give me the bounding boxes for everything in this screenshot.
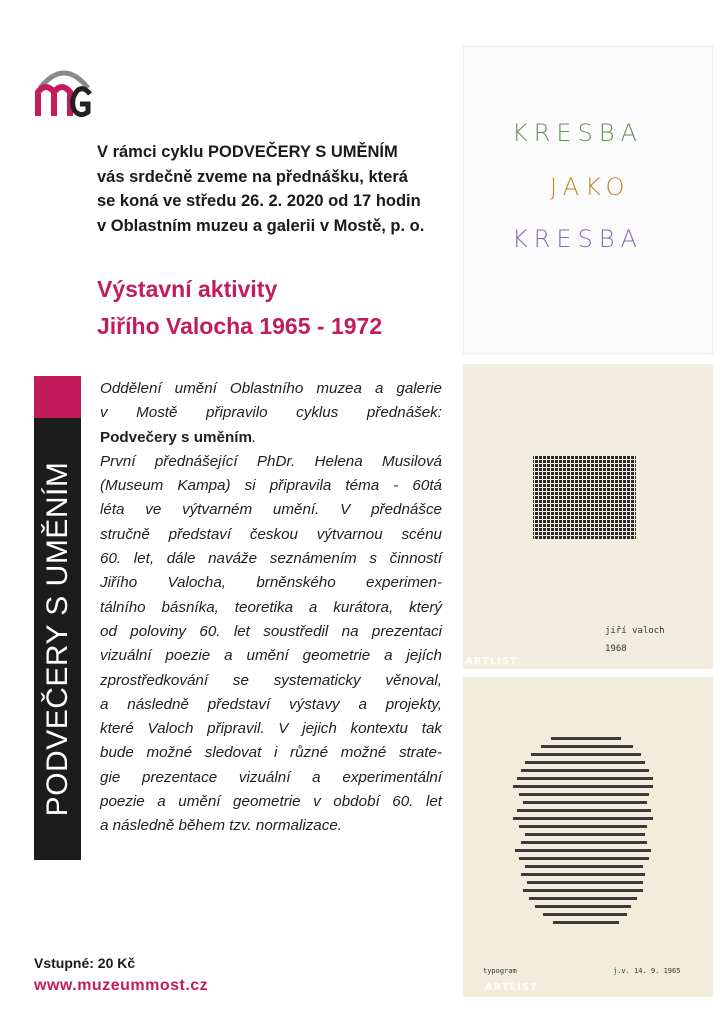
- artwork-caption-right: j.v. 14. 9. 1965: [613, 967, 681, 975]
- museum-logo: [34, 58, 94, 120]
- artlist-watermark: ARTLIST: [485, 982, 538, 993]
- series-band: [34, 418, 81, 860]
- intro-line: vás srdečně zveme na přednášku, která: [97, 167, 408, 186]
- band-accent: [34, 376, 81, 418]
- body-line: První přednášející PhDr. Helena Musilová: [100, 452, 442, 470]
- body-line: bude možné sledovat i různé možné strate-: [100, 744, 442, 762]
- artwork-caption-name: jiří valoch: [605, 626, 665, 636]
- artwork-caption-year: 1968: [605, 644, 627, 654]
- lecture-title-line2: Jiřího Valocha 1965 - 1972: [97, 313, 383, 339]
- body-line: tálního básníka, teoretika a kurátora, který: [100, 598, 442, 616]
- lecture-title-line1: Výstavní aktivity: [97, 276, 278, 302]
- artwork-text-line: KRESBA: [512, 225, 643, 253]
- entry-fee: Vstupné: 20 Kč: [34, 955, 136, 971]
- typewriter-square-icon: [463, 364, 713, 669]
- mg-logo-icon: [34, 58, 94, 120]
- body-line: stručně představí českou výtvarnou scénu: [100, 525, 442, 543]
- intro-text: [97, 140, 457, 238]
- series-band-label: PODVEČERY S UMĚNÍM: [40, 461, 74, 817]
- body-line: gie prezentace vizuální a experimentální: [100, 768, 442, 786]
- body-line: a následně během tzv. normalizace.: [100, 817, 343, 835]
- body-line: (Museum Kampa) si připravila téma - 60tá: [100, 477, 442, 495]
- series-period: .: [251, 428, 257, 446]
- body-line: léta ve výtvarném umění. V přednášce: [100, 501, 442, 519]
- lecture-title: [97, 271, 457, 345]
- intro-line: v Oblastním muzeu a galerii v Mostě, p. o.: [97, 216, 425, 235]
- body-line: poezie a umění geometrie v období 60. let: [100, 793, 442, 811]
- body-line: a následně představí výstavy a projekty,: [100, 695, 442, 713]
- body-line: 60. let, dále naváže seznámením s činností: [100, 550, 442, 568]
- body-line: [100, 426, 442, 450]
- series-name: Podvečery s uměním: [100, 428, 252, 446]
- typogram-pattern-icon: [463, 677, 713, 997]
- body-line: v Mostě připravilo cyklus přednášek:: [100, 404, 442, 422]
- artwork-text-line: JAKO: [550, 173, 631, 201]
- artlist-watermark: ARTLIST: [465, 656, 518, 667]
- body-line: zprostředkování se systematicky věnoval,: [100, 671, 442, 689]
- artwork-text-line: KRESBA: [512, 119, 643, 147]
- intro-line: V rámci cyklu PODVEČERY S UMĚNÍM: [97, 143, 398, 161]
- artwork-typogram-image: [463, 677, 713, 997]
- artwork-caption-left: typogram: [483, 967, 517, 975]
- body-line: vizuální poezie a umění geometrie a jejích: [100, 647, 442, 665]
- intro-line: se koná ve středu 26. 2. 2020 od 17 hodin: [97, 192, 421, 210]
- body-line: které Valoch připravil. V jejich kontextu tak: [100, 720, 442, 738]
- artwork-kresba-image: [463, 46, 713, 354]
- body-line: Oddělení umění Oblastního muzea a galerie: [100, 380, 442, 397]
- body-line: Jiřího Valocha, brněnského experimen-: [100, 574, 442, 592]
- body-text: [100, 377, 442, 839]
- artwork-square-image: [463, 364, 713, 669]
- website-link[interactable]: www.muzeummost.cz: [34, 977, 209, 994]
- body-line: od poloviny 60. let soustředil na prezentaci: [100, 622, 442, 640]
